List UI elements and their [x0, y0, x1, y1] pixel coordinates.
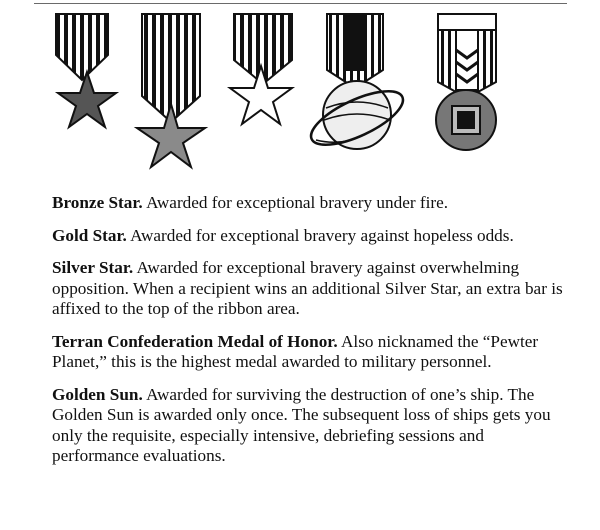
entry-bronze-star — [52, 193, 572, 214]
entry-golden-sun — [52, 385, 572, 467]
entry-text: Awarded for exceptional bravery under fire. — [142, 193, 448, 212]
entry-title: Bronze Star. — [52, 193, 143, 212]
entry-title: Terran Confederation Medal of Honor. — [52, 331, 338, 351]
entry-text: Also nicknamed the “Pewter Planet,” this is the highest medal awarded to military personnel. — [52, 331, 539, 371]
entry-gold-star — [52, 226, 572, 247]
entry-title: Gold Star. — [52, 225, 127, 245]
entry-text: Awarded for exceptional bravery against overwhelming opposition. When a recipient wins an additional Silver Star, an extra bar is affixed to the top of the ribbon area. — [52, 258, 563, 318]
entry-medal-of-honor — [52, 332, 572, 373]
entry-title: Golden Sun. — [52, 384, 143, 404]
entry-title: Silver Star. — [52, 258, 134, 277]
gold-star-medal-icon — [137, 14, 205, 167]
entry-silver-star — [52, 258, 572, 320]
entry-text: Awarded for exceptional bravery against hopeless odds. — [126, 225, 514, 245]
silver-star-medal-icon — [230, 14, 292, 124]
bronze-star-medal-icon — [56, 14, 116, 127]
entry-text: Awarded for surviving the destruction of one’s ship. The Golden Sun is awarded only once. The subsequent loss of ships gets you only the requisite, especially intensive, debriefing sessions and performance evaluations. — [52, 384, 551, 465]
medal-illustrations — [0, 0, 600, 185]
golden-sun-medal-icon — [436, 14, 496, 150]
medal-descriptions — [52, 193, 572, 479]
pewter-planet-medal-icon — [304, 14, 410, 155]
